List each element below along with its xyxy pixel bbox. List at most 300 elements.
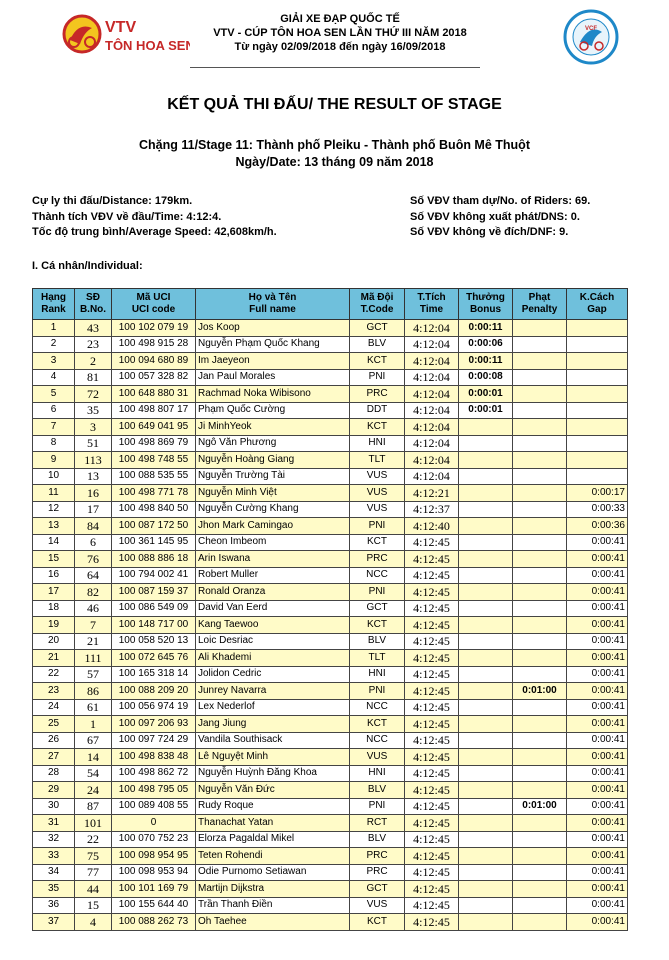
bib-cell: 13 [75,468,112,485]
logo-tonhoasen-text: TÔN HOA SEN [105,38,190,53]
uci-code-cell: 100 087 172 50 [112,518,196,535]
table-row [33,683,628,700]
uci-code-cell: 100 097 206 93 [112,716,196,733]
bonus-cell [459,831,513,848]
bib-cell: 6 [75,534,112,551]
uci-code-cell: 100 056 974 19 [112,699,196,716]
gap-cell: 0:00:41 [567,815,628,832]
gap-cell: 0:00:41 [567,765,628,782]
gap-cell: 0:00:41 [567,897,628,914]
penalty-cell [513,600,567,617]
rider-stats [410,194,590,241]
penalty-cell [513,864,567,881]
time-cell: 4:12:45 [405,782,459,799]
uci-code-cell: 100 498 838 48 [112,749,196,766]
uci-code-cell: 100 498 771 78 [112,485,196,502]
table-row [33,699,628,716]
gap-cell [567,419,628,436]
table-row [33,815,628,832]
team-code-cell: BLV [350,633,405,650]
rider-name-cell: Nguyễn Hoàng Giang [196,452,350,469]
gap-cell: 0:00:41 [567,617,628,634]
gap-cell: 0:00:36 [567,518,628,535]
rank-cell: 18 [33,600,75,617]
rider-name-cell: Kang Taewoo [196,617,350,634]
table-row [33,320,628,337]
uci-code-cell: 100 648 880 31 [112,386,196,403]
uci-code-cell: 100 155 644 40 [112,897,196,914]
rank-cell: 19 [33,617,75,634]
penalty-cell [513,567,567,584]
rank-cell: 20 [33,633,75,650]
bonus-cell: 0:00:08 [459,369,513,386]
table-row [33,468,628,485]
average-speed-text: Tốc độ trung bình/Average Speed: 42,608km/h. [32,226,277,238]
table-row [33,782,628,799]
team-code-cell: TLT [350,452,405,469]
gap-cell: 0:00:41 [567,551,628,568]
table-row [33,485,628,502]
bonus-cell [459,914,513,931]
table-row [33,914,628,931]
uci-code-cell: 100 088 262 73 [112,914,196,931]
table-row [33,534,628,551]
time-cell: 4:12:45 [405,732,459,749]
bib-cell: 75 [75,848,112,865]
rider-name-cell: Junrey Navarra [196,683,350,700]
rider-name-cell: Phạm Quốc Cường [196,402,350,419]
bonus-cell [459,815,513,832]
gap-cell [567,452,628,469]
penalty-cell [513,584,567,601]
rank-cell: 7 [33,419,75,436]
gap-cell: 0:00:41 [567,699,628,716]
rank-cell: 14 [33,534,75,551]
bib-cell: 54 [75,765,112,782]
bonus-cell [459,765,513,782]
rank-cell: 23 [33,683,75,700]
time-cell: 4:12:45 [405,914,459,931]
rank-cell: 12 [33,501,75,518]
gap-cell: 0:00:41 [567,732,628,749]
penalty-cell [513,336,567,353]
uci-code-cell: 100 098 954 95 [112,848,196,865]
table-row [33,402,628,419]
table-row [33,897,628,914]
uci-code-cell: 100 101 169 79 [112,881,196,898]
bonus-cell: 0:00:01 [459,386,513,403]
bib-cell: 87 [75,798,112,815]
rank-cell: 26 [33,732,75,749]
time-cell: 4:12:45 [405,617,459,634]
penalty-cell [513,501,567,518]
bib-cell: 7 [75,617,112,634]
team-code-cell: KCT [350,534,405,551]
gap-cell [567,402,628,419]
table-row [33,336,628,353]
header-line2: VTV - CÚP TÔN HOA SEN LẦN THỨ III NĂM 2018 [213,27,467,39]
bib-cell: 16 [75,485,112,502]
team-code-cell: NCC [350,567,405,584]
bib-cell: 1 [75,716,112,733]
table-row [33,551,628,568]
time-cell: 4:12:45 [405,666,459,683]
penalty-cell [513,881,567,898]
time-cell: 4:12:45 [405,831,459,848]
penalty-cell [513,666,567,683]
table-row [33,435,628,452]
rider-name-cell: Nguyễn Huỳnh Đăng Khoa [196,765,350,782]
team-code-cell: PNI [350,683,405,700]
col-header-bonus: Thưởng Bonus [459,289,513,320]
bonus-cell [459,584,513,601]
bonus-cell: 0:00:11 [459,320,513,337]
table-row [33,617,628,634]
time-cell: 4:12:04 [405,468,459,485]
time-cell: 4:12:04 [405,452,459,469]
distance-text: Cự ly thi đấu/Distance: 179km. [32,195,193,207]
gap-cell [567,336,628,353]
uci-code-cell: 100 498 795 05 [112,782,196,799]
gap-cell [567,369,628,386]
time-cell: 4:12:45 [405,716,459,733]
time-cell: 4:12:45 [405,650,459,667]
penalty-cell [513,435,567,452]
gap-cell [567,468,628,485]
bib-cell: 3 [75,419,112,436]
team-code-cell: BLV [350,336,405,353]
bib-cell: 46 [75,600,112,617]
time-cell: 4:12:45 [405,848,459,865]
gap-cell: 0:00:41 [567,831,628,848]
table-header-row [33,289,628,320]
rider-name-cell: Rachmad Noka Wibisono [196,386,350,403]
bonus-cell [459,897,513,914]
rank-cell: 16 [33,567,75,584]
bonus-cell [459,633,513,650]
col-header-name: Họ và Tên Full name [196,289,350,320]
time-cell: 4:12:04 [405,369,459,386]
gap-cell: 0:00:41 [567,600,628,617]
rider-name-cell: Ngô Văn Phương [196,435,350,452]
table-row [33,650,628,667]
gap-cell: 0:00:41 [567,881,628,898]
bonus-cell [459,749,513,766]
vcf-logo [562,8,620,66]
team-code-cell: PRC [350,386,405,403]
rank-cell: 27 [33,749,75,766]
uci-code-cell: 0 [112,815,196,832]
rider-name-cell: David Van Eerd [196,600,350,617]
bonus-cell [459,419,513,436]
bonus-cell [459,518,513,535]
bonus-cell [459,848,513,865]
rank-cell: 17 [33,584,75,601]
bonus-cell [459,798,513,815]
rider-name-cell: Arin Iswana [196,551,350,568]
uci-code-cell: 100 087 159 37 [112,584,196,601]
penalty-cell [513,782,567,799]
time-cell: 4:12:45 [405,567,459,584]
gap-cell [567,386,628,403]
rider-name-cell: Martijn Dijkstra [196,881,350,898]
col-header-uci: Mã UCI UCI code [112,289,196,320]
penalty-cell: 0:01:00 [513,798,567,815]
bonus-cell [459,452,513,469]
rank-cell: 11 [33,485,75,502]
time-cell: 4:12:45 [405,765,459,782]
time-cell: 4:12:37 [405,501,459,518]
rank-cell: 2 [33,336,75,353]
team-code-cell: DDT [350,402,405,419]
uci-code-cell: 100 058 520 13 [112,633,196,650]
bonus-cell [459,683,513,700]
header-line1: GIẢI XE ĐẠP QUỐC TẾ [280,13,400,25]
rank-cell: 28 [33,765,75,782]
gap-cell: 0:00:41 [567,683,628,700]
penalty-cell [513,699,567,716]
bib-cell: 64 [75,567,112,584]
bonus-cell [459,666,513,683]
time-cell: 4:12:45 [405,683,459,700]
stage-name: Chặng 11/Stage 11: Thành phố Pleiku - Thành phố Buôn Mê Thuột [139,138,530,152]
team-code-cell: KCT [350,716,405,733]
table-row [33,518,628,535]
bonus-cell [459,782,513,799]
team-code-cell: VUS [350,485,405,502]
col-header-penalty: Phạt Penalty [513,289,567,320]
team-code-cell: VUS [350,468,405,485]
team-code-cell: TLT [350,650,405,667]
uci-code-cell: 100 498 862 72 [112,765,196,782]
rank-cell: 8 [33,435,75,452]
team-code-cell: NCC [350,732,405,749]
penalty-cell [513,897,567,914]
gap-cell: 0:00:33 [567,501,628,518]
team-code-cell: HNI [350,435,405,452]
team-code-cell: VUS [350,501,405,518]
bib-cell: 22 [75,831,112,848]
gap-cell: 0:00:17 [567,485,628,502]
uci-code-cell: 100 498 807 17 [112,402,196,419]
bib-cell: 4 [75,914,112,931]
time-cell: 4:12:45 [405,699,459,716]
penalty-cell [513,518,567,535]
penalty-cell [513,551,567,568]
bonus-cell [459,485,513,502]
penalty-cell [513,419,567,436]
gap-cell: 0:00:41 [567,749,628,766]
rider-name-cell: Loic Desriac [196,633,350,650]
table-row [33,716,628,733]
time-cell: 4:12:45 [405,551,459,568]
rank-cell: 15 [33,551,75,568]
logo-vcf-text: VCF [585,26,597,32]
bonus-cell [459,567,513,584]
gap-cell: 0:00:41 [567,848,628,865]
bib-cell: 35 [75,402,112,419]
table-row [33,501,628,518]
uci-code-cell: 100 498 869 79 [112,435,196,452]
penalty-cell [513,468,567,485]
bib-cell: 72 [75,386,112,403]
rider-name-cell: Thanachat Yatan [196,815,350,832]
team-code-cell: BLV [350,831,405,848]
time-cell: 4:12:45 [405,600,459,617]
rider-name-cell: Ali Khademi [196,650,350,667]
team-code-cell: HNI [350,666,405,683]
col-header-gap: K.Cách Gap [567,289,628,320]
leader-time-text: Thành tích VĐV về đầu/Time: 4:12:4. [32,210,222,223]
rider-name-cell: Jan Paul Morales [196,369,350,386]
rank-cell: 32 [33,831,75,848]
bonus-cell [459,864,513,881]
rider-name-cell: Cheon Imbeom [196,534,350,551]
page-title: KẾT QUẢ THI ĐẤU/ THE RESULT OF STAGE [167,96,502,113]
bib-cell: 14 [75,749,112,766]
rider-name-cell: Jhon Mark Camingao [196,518,350,535]
rank-cell: 30 [33,798,75,815]
uci-code-cell: 100 057 328 82 [112,369,196,386]
uci-code-cell: 100 361 145 95 [112,534,196,551]
col-header-bib: SĐ B.No. [75,289,112,320]
uci-code-cell: 100 102 079 19 [112,320,196,337]
team-code-cell: PNI [350,369,405,386]
gap-cell [567,320,628,337]
bib-cell: 21 [75,633,112,650]
rider-name-cell: Nguyễn Cường Khang [196,501,350,518]
table-row [33,369,628,386]
penalty-cell [513,650,567,667]
rider-name-cell: Nguyễn Trường Tài [196,468,350,485]
rider-name-cell: Vandila Southisack [196,732,350,749]
rank-cell: 1 [33,320,75,337]
riders-count-text: Số VĐV tham dự/No. of Riders: 69. [410,195,591,207]
penalty-cell [513,716,567,733]
rider-name-cell: Jang Jiung [196,716,350,733]
bib-cell: 67 [75,732,112,749]
rank-cell: 10 [33,468,75,485]
rider-name-cell: Odie Purnomo Setiawan [196,864,350,881]
penalty-cell [513,353,567,370]
team-code-cell: PNI [350,584,405,601]
time-cell: 4:12:45 [405,815,459,832]
uci-code-cell: 100 070 752 23 [112,831,196,848]
bib-cell: 76 [75,551,112,568]
bonus-cell [459,551,513,568]
rider-name-cell: Im Jaeyeon [196,353,350,370]
col-header-team: Mã Đội T.Code [350,289,405,320]
bonus-cell [459,699,513,716]
table-row [33,881,628,898]
rider-name-cell: Jos Koop [196,320,350,337]
penalty-cell [513,914,567,931]
rank-cell: 36 [33,897,75,914]
time-cell: 4:12:45 [405,864,459,881]
time-cell: 4:12:45 [405,584,459,601]
table-row [33,633,628,650]
penalty-cell [513,765,567,782]
table-row [33,600,628,617]
bib-cell: 81 [75,369,112,386]
time-cell: 4:12:40 [405,518,459,535]
rank-cell: 3 [33,353,75,370]
table-row [33,353,628,370]
bonus-cell [459,732,513,749]
rider-name-cell: Nguyễn Văn Đức [196,782,350,799]
bib-cell: 84 [75,518,112,535]
rider-name-cell: Oh Taehee [196,914,350,931]
team-code-cell: NCC [350,699,405,716]
rider-name-cell: Ji MinhYeok [196,419,350,436]
time-cell: 4:12:45 [405,897,459,914]
penalty-cell [513,633,567,650]
rank-cell: 31 [33,815,75,832]
penalty-cell [513,848,567,865]
gap-cell: 0:00:41 [567,782,628,799]
uci-code-cell: 100 088 209 20 [112,683,196,700]
section-label: I. Cá nhân/Individual: [32,260,143,272]
team-code-cell: GCT [350,600,405,617]
bib-cell: 17 [75,501,112,518]
time-cell: 4:12:45 [405,633,459,650]
rank-cell: 9 [33,452,75,469]
uci-code-cell: 100 165 318 14 [112,666,196,683]
gap-cell: 0:00:41 [567,650,628,667]
bib-cell: 82 [75,584,112,601]
rank-cell: 37 [33,914,75,931]
col-header-time: T.Tích Time [405,289,459,320]
team-code-cell: KCT [350,419,405,436]
time-cell: 4:12:04 [405,435,459,452]
penalty-cell [513,386,567,403]
penalty-cell [513,815,567,832]
bib-cell: 51 [75,435,112,452]
time-cell: 4:12:04 [405,419,459,436]
results-table [32,288,628,931]
col-header-rank: Hạng Rank [33,289,75,320]
table-row [33,749,628,766]
time-cell: 4:12:45 [405,534,459,551]
penalty-cell [513,534,567,551]
bib-cell: 57 [75,666,112,683]
gap-cell: 0:00:41 [567,798,628,815]
rider-name-cell: Lex Nederlof [196,699,350,716]
table-row [33,798,628,815]
rider-name-cell: Jolidon Cedric [196,666,350,683]
bonus-cell [459,600,513,617]
team-code-cell: BLV [350,782,405,799]
gap-cell: 0:00:41 [567,716,628,733]
rider-name-cell: Elorza Pagaldal Mikel [196,831,350,848]
table-row [33,831,628,848]
time-cell: 4:12:04 [405,320,459,337]
gap-cell: 0:00:41 [567,864,628,881]
table-row [33,567,628,584]
bonus-cell [459,435,513,452]
bonus-cell [459,716,513,733]
table-row [33,848,628,865]
gap-cell: 0:00:41 [567,567,628,584]
table-row [33,666,628,683]
rank-cell: 29 [33,782,75,799]
team-code-cell: PNI [350,518,405,535]
gap-cell: 0:00:41 [567,666,628,683]
uci-code-cell: 100 097 724 29 [112,732,196,749]
bib-cell: 24 [75,782,112,799]
table-row [33,452,628,469]
bonus-cell: 0:00:01 [459,402,513,419]
